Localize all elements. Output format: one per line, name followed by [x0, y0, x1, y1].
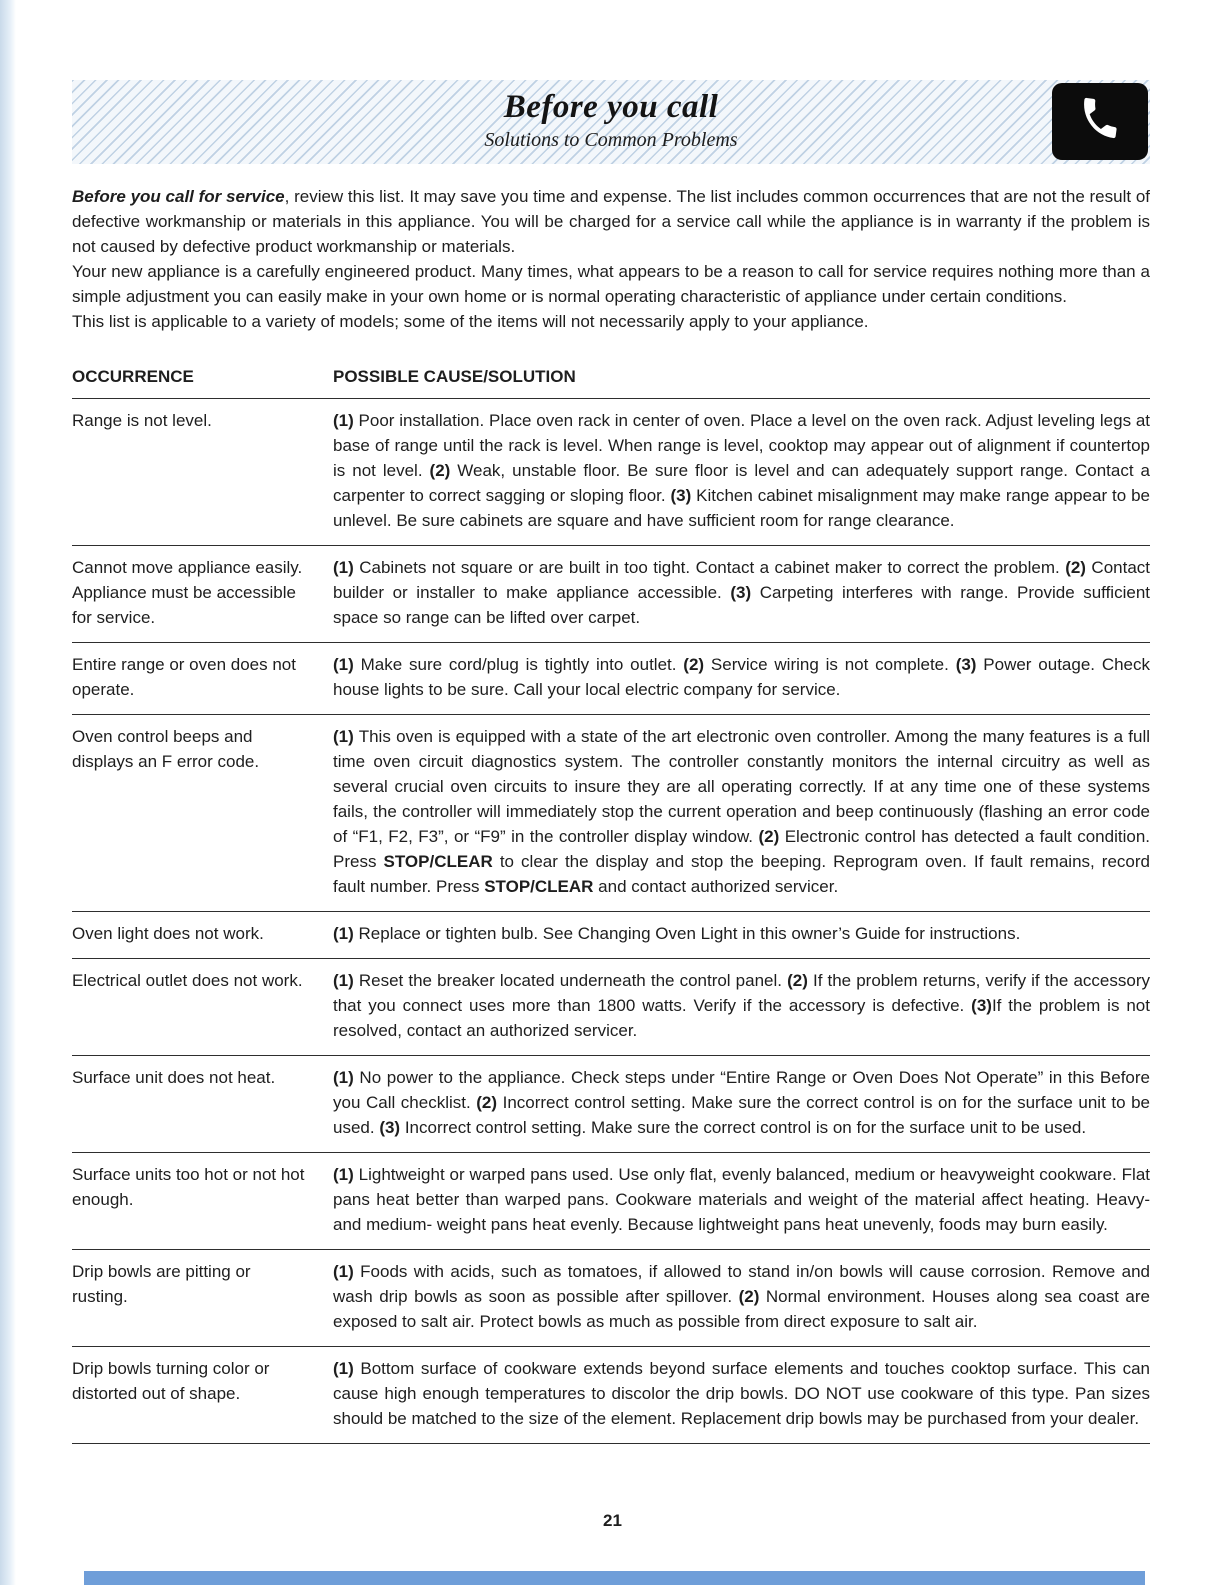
solution-text-segment: Reset the breaker located underneath the control panel.: [353, 971, 788, 990]
solution-cell: [333, 724, 1150, 899]
solution-bold-segment: STOP/CLEAR: [484, 877, 594, 896]
table-row: [72, 399, 1150, 546]
solution-text-segment: Incorrect control setting. Make sure the correct control is on for the surface unit to be used.: [400, 1118, 1087, 1137]
phone-icon-box: [1052, 83, 1148, 160]
occurrence-cell: Drip bowls turning color or distorted out of shape.: [72, 1359, 270, 1403]
solution-text-segment: Incorrect control setting. Make sure the correct control is on for the surface unit to be used.: [333, 1093, 1150, 1137]
solution-bold-segment: (2): [738, 1287, 760, 1306]
page-number: 21: [603, 1511, 622, 1530]
occurrence-cell: Cannot move appliance easily. Appliance must be accessible for service.: [72, 558, 303, 627]
solution-text-segment: If the problem returns, verify if the accessory that you connect uses more than 1800 watts. Verify if the accessory is defective.: [333, 971, 1150, 1015]
table-row: [72, 1056, 1150, 1153]
solution-cell: [333, 652, 1150, 702]
solution-bold-segment: (1): [333, 655, 354, 674]
troubleshooting-table-body: [72, 399, 1150, 1444]
solution-bold-segment: (2): [683, 655, 705, 674]
occurrence-cell: Surface units too hot or not hot enough.: [72, 1165, 305, 1209]
solution-cell: [333, 1065, 1150, 1140]
solution-bold-segment: (3): [670, 486, 692, 505]
solution-text-segment: Weak, unstable floor. Be sure floor is level and can adequately support range. Contact a carpenter to correct sagging or sloping floor.: [333, 461, 1151, 505]
intro-paragraph-1: [72, 184, 1150, 259]
solution-bold-segment: (1): [333, 1262, 354, 1281]
solution-bold-segment: (3): [379, 1118, 401, 1137]
solution-bold-segment: (1): [333, 1359, 354, 1378]
occurrence-cell: Electrical outlet does not work.: [72, 971, 303, 990]
table-row: [72, 643, 1150, 715]
phone-handset-icon: [1076, 94, 1124, 149]
solution-text-segment: to clear the display and stop the beeping. Reprogram oven. If fault remains, record fault number. Press: [333, 852, 1150, 896]
cause-solution-column-header: POSSIBLE CAUSE/SOLUTION: [333, 367, 576, 386]
solution-bold-segment: (2): [476, 1093, 498, 1112]
solution-text-segment: Normal environment. Houses along sea coast are exposed to salt air. Protect bowls as much as possible from direct exposure to salt air.: [333, 1287, 1151, 1331]
solution-text-segment: Power outage. Check house lights to be sure. Call your local electric company for service.: [333, 655, 1151, 699]
occurrence-cell: Surface unit does not heat.: [72, 1068, 276, 1087]
solution-bold-segment: (2): [787, 971, 808, 990]
solution-text-segment: Make sure cord/plug is tightly into outlet.: [353, 655, 684, 674]
bottom-edge-strip: [84, 1571, 1145, 1585]
occurrence-cell: Range is not level.: [72, 411, 212, 430]
solution-bold-segment: (3): [730, 583, 752, 602]
table-row: [72, 912, 1150, 959]
solution-cell: [333, 1259, 1150, 1334]
occurrence-cell: Drip bowls are pitting or rusting.: [72, 1262, 251, 1306]
solution-text-segment: Foods with acids, such as tomatoes, if allowed to stand in/on bowls will cause corrosion. Remove and wash drip bowls as soon as possible after spillover.: [333, 1262, 1150, 1306]
solution-bold-segment: (3): [955, 655, 977, 674]
intro-lead: Before you call for service: [72, 187, 285, 206]
solution-text-segment: Electronic control has detected a fault condition. Press: [333, 827, 1150, 871]
occurrence-cell: Oven light does not work.: [72, 924, 264, 943]
solution-text-segment: Replace or tighten bulb. See Changing Oven Light in this owner’s Guide for instructions.: [353, 924, 1021, 943]
solution-text-segment: Bottom surface of cookware extends beyond surface elements and touches cooktop surface. This can cause high enough temperatures to discolor the drip bowls. DO NOT use cookware of this type. Pan sizes should be matched to the size of the element. Replacement drip bowls may be purchased from your dealer.: [333, 1359, 1150, 1428]
solution-text-segment: Lightweight or warped pans used. Use only flat, evenly balanced, medium or heavyweight cookware. Flat pans heat better than warped pans. Cookware materials and weight of the material affect heating. Heavy-and medium- weight pans heat evenly. Because lightweight pans heat unevenly, foods may burn easily.: [333, 1165, 1150, 1234]
table-row: [72, 546, 1150, 643]
solution-bold-segment: (2): [429, 461, 451, 480]
solution-bold-segment: (1): [333, 1068, 354, 1087]
solution-bold-segment: (3): [971, 996, 992, 1015]
solution-cell: [333, 968, 1150, 1043]
table-header-row: [72, 364, 1150, 399]
intro-paragraph-1-text: , review this list. It may save you time and expense. The list includes common occurrences that are not the result of defective workmanship or materials in this appliance. You will be charged for a service call while the appliance is in warranty if the problem is not caused by defective product workmanship or materials.: [72, 187, 1150, 256]
table-row: [72, 1250, 1150, 1347]
solution-bold-segment: (2): [1065, 558, 1086, 577]
solution-text-segment: No power to the appliance. Check steps under “Entire Range or Oven Does Not Operate” in this Before you Call checklist.: [333, 1068, 1150, 1112]
occurrence-column-header: OCCURRENCE: [72, 367, 194, 386]
table-row: [72, 959, 1150, 1056]
solution-bold-segment: (2): [758, 827, 780, 846]
solution-text-segment: Cabinets not square or are built in too tight. Contact a cabinet maker to correct the problem.: [353, 558, 1066, 577]
solution-text-segment: Carpeting interferes with range. Provide sufficient space so range can be lifted over carpet.: [333, 583, 1150, 627]
solution-text-segment: Poor installation. Place oven rack in center of oven. Place a level on the oven rack. Adjust leveling legs at base of range until the rack is level. When range is level, cooktop may appear out of alignment if countertop is not level.: [333, 411, 1150, 480]
page-subtitle: Solutions to Common Problems: [484, 129, 738, 151]
page-title: Before you call: [503, 89, 719, 125]
table-row: [72, 1153, 1150, 1250]
solution-text-segment: Kitchen cabinet misalignment may make range appear to be unlevel. Be sure cabinets are square and have sufficient room for range clearance.: [333, 486, 1151, 530]
solution-cell: [333, 1356, 1150, 1431]
occurrence-cell: Entire range or oven does not operate.: [72, 655, 296, 699]
solution-cell: [333, 408, 1150, 533]
solution-bold-segment: (1): [333, 971, 354, 990]
solution-bold-segment: (1): [333, 411, 354, 430]
banner-text: [72, 80, 1150, 164]
solution-bold-segment: (1): [333, 727, 354, 746]
page-content: [0, 80, 1225, 1444]
intro-paragraph-3: This list is applicable to a variety of models; some of the items will not necessarily apply to your appliance.: [72, 312, 869, 331]
solution-cell: [333, 1162, 1150, 1237]
solution-bold-segment: (1): [333, 924, 354, 943]
solution-text-segment: and contact authorized servicer.: [593, 877, 839, 896]
intro-paragraph-2: Your new appliance is a carefully engineered product. Many times, what appears to be a reason to call for service requires nothing more than a simple adjustment you can easily make in your own home or is normal operating characteristic of appliance under certain conditions.: [72, 262, 1150, 306]
table-row: [72, 715, 1150, 912]
solution-cell: [333, 921, 1150, 946]
solution-text-segment: If the problem is not resolved, contact an authorized servicer.: [333, 996, 1150, 1040]
solution-text-segment: Service wiring is not complete.: [704, 655, 956, 674]
solution-bold-segment: (1): [333, 558, 354, 577]
solution-bold-segment: (1): [333, 1165, 354, 1184]
solution-text-segment: Contact builder or installer to make appliance accessible.: [333, 558, 1151, 602]
solution-cell: [333, 555, 1150, 630]
occurrence-cell: Oven control beeps and displays an F error code.: [72, 727, 260, 771]
header-banner: [72, 80, 1150, 164]
troubleshooting-table: [72, 364, 1150, 1444]
table-row: [72, 1347, 1150, 1444]
solution-text-segment: This oven is equipped with a state of the art electronic oven controller. Among the many features is a full time oven circuit diagnostics system. The controller constantly monitors the internal circuitry as well as several crucial oven circuits to insure they are all operating correctly. If at any time one of these systems fails, the controller will immediately stop the current operation and beep continuously (flashing an error code of “F1, F2, F3”, or “F9” in the controller display window.: [333, 727, 1150, 846]
solution-bold-segment: STOP/CLEAR: [383, 852, 493, 871]
